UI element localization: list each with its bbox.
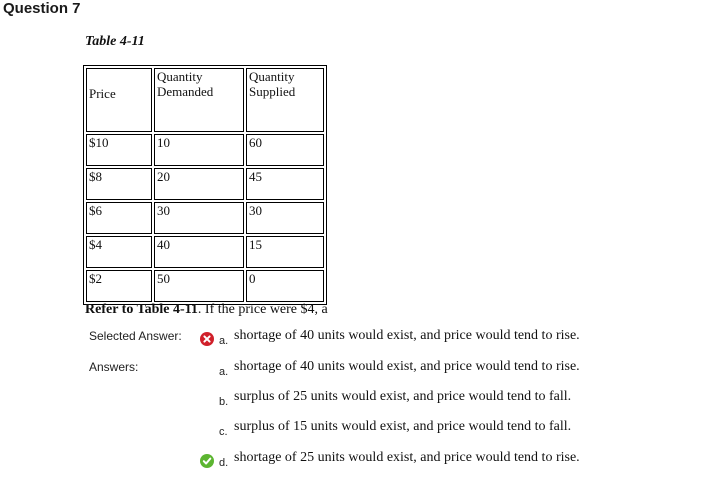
answer-text: surplus of 25 units would exist, and price would tend to fall. <box>234 389 572 404</box>
cell-quantity-demanded: 10 <box>154 134 244 166</box>
cell-price: $6 <box>86 202 152 234</box>
cell-quantity-supplied: 0 <box>246 270 324 302</box>
table-row <box>86 236 324 268</box>
cell-quantity-demanded: 20 <box>154 168 244 200</box>
prompt-bold: Refer to Table 4-11 <box>85 302 198 317</box>
prompt-rest: . If the price were $4, a <box>197 302 328 317</box>
header-quantity-supplied <box>246 68 324 132</box>
selected-answer-row <box>0 328 713 348</box>
cell-quantity-demanded: 50 <box>154 270 244 302</box>
cell-price: $10 <box>86 134 152 166</box>
answer-option-b <box>0 389 713 409</box>
cell-quantity-supplied: 45 <box>246 168 324 200</box>
table-row <box>86 270 324 302</box>
cell-price: $4 <box>86 236 152 268</box>
cell-quantity-supplied: 60 <box>246 134 324 166</box>
cell-quantity-supplied: 30 <box>246 202 324 234</box>
header-price <box>86 68 152 132</box>
answer-option-c <box>0 419 713 439</box>
cell-price: $2 <box>86 270 152 302</box>
header-price-text: Price <box>89 85 116 101</box>
cell-quantity-demanded: 30 <box>154 202 244 234</box>
header-quantity-demanded <box>154 68 244 132</box>
answer-option-d <box>0 450 713 470</box>
check-circle-icon <box>200 454 214 468</box>
header-qs-line2: Supplied <box>249 84 296 99</box>
answer-text: surplus of 15 units would exist, and price would tend to fall. <box>234 419 572 434</box>
answer-letter: c. <box>219 426 228 438</box>
table-caption: Table 4-11 <box>85 34 145 49</box>
answers-label: Answers: <box>89 360 139 374</box>
cell-price: $8 <box>86 168 152 200</box>
answer-letter: b. <box>219 396 229 408</box>
answer-letter: d. <box>219 457 229 469</box>
selected-answer-label: Selected Answer: <box>89 329 182 343</box>
answer-text: shortage of 25 units would exist, and price would tend to rise. <box>234 450 580 465</box>
x-circle-icon <box>200 332 214 346</box>
question-title: Question 7 <box>3 0 81 17</box>
table-header-row <box>86 68 324 132</box>
header-qs-line1: Quantity <box>249 69 295 84</box>
cell-quantity-demanded: 40 <box>154 236 244 268</box>
selected-answer-letter: a. <box>219 335 229 347</box>
supply-demand-table <box>83 65 327 305</box>
cell-quantity-supplied: 15 <box>246 236 324 268</box>
answer-text: shortage of 40 units would exist, and price would tend to rise. <box>234 359 580 374</box>
header-qd-line1: Quantity <box>157 69 203 84</box>
answer-letter: a. <box>219 366 229 378</box>
question-prompt <box>85 302 328 318</box>
header-qd-line2: Demanded <box>157 84 214 99</box>
selected-answer-text: shortage of 40 units would exist, and price would tend to rise. <box>234 328 580 343</box>
table-row <box>86 202 324 234</box>
table-row <box>86 134 324 166</box>
table-row <box>86 168 324 200</box>
answer-option-a <box>0 359 713 379</box>
